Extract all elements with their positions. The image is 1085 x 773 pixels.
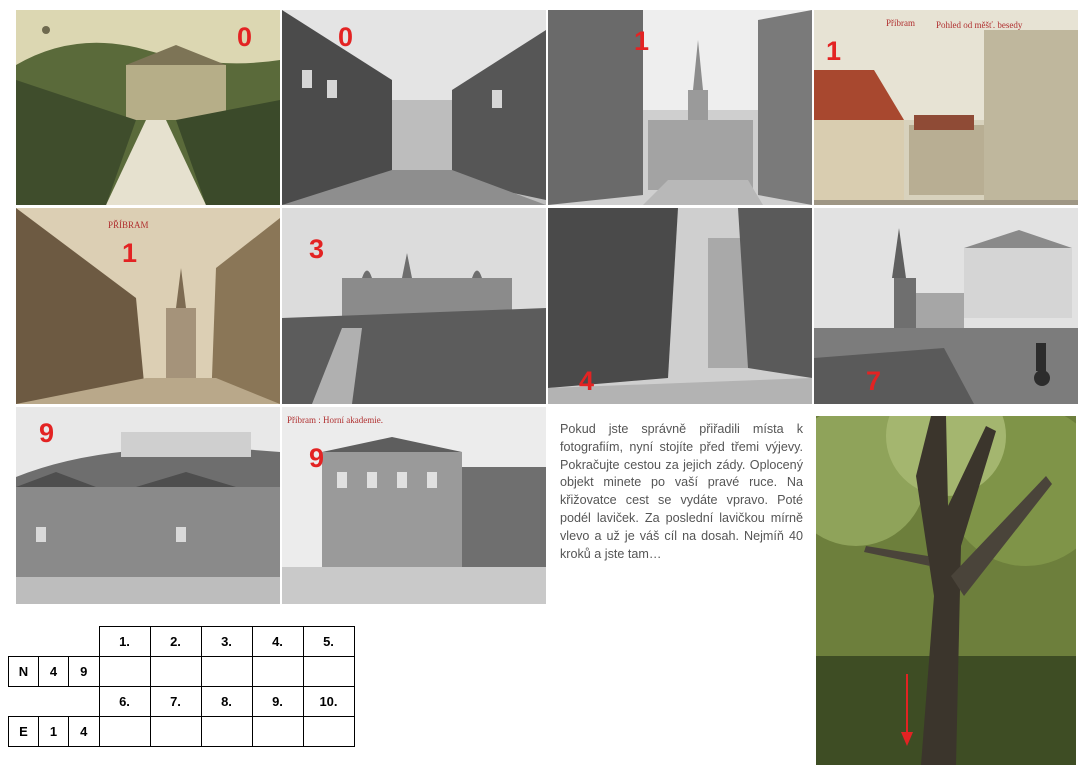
photo-number: 1 (826, 36, 842, 66)
east-answer-7[interactable] (150, 717, 201, 747)
photo-avenue-trees (548, 208, 812, 404)
arrow-down-icon (900, 674, 914, 746)
photo-number: 4 (579, 366, 595, 396)
photo-target-tree (816, 416, 1076, 765)
column-header-1: 1. (99, 627, 150, 657)
east-digit: 4 (69, 717, 100, 747)
photo-square-color (814, 10, 1078, 205)
east-answer-8[interactable] (201, 717, 252, 747)
north-answer-4[interactable] (252, 657, 303, 687)
photo-image (548, 10, 812, 205)
east-answer-6[interactable] (99, 717, 150, 747)
east-answer-9[interactable] (252, 717, 303, 747)
photo-castle-hill-path (16, 10, 280, 205)
instructions-text: Pokud jste správně přiřadili místa k fotografiím, nyní stojíte před třemi výjevy. Pokračujte cestou za jejich zády. Oplocený objekt minete po vaší pravé ruce. Na křižovatce cest se vydáte vpravo. Poté podél laviček. Za poslední lavičkou mírně vlevo a už je váš cíl na dosah. Nejmíň 40 kroků a jste tam… (560, 422, 803, 561)
photo-number: 9 (39, 418, 55, 448)
photo-caption: PŘÍBRAM (108, 220, 149, 230)
column-header-2: 2. (150, 627, 201, 657)
photo-caption: Příbram : Horní akademie. (287, 415, 383, 425)
photo-image (282, 407, 546, 604)
north-digit: 9 (69, 657, 100, 687)
photo-number: 9 (309, 443, 325, 473)
photo-square-cyclist (814, 208, 1078, 404)
photo-image (814, 10, 1078, 205)
column-header-9: 9. (252, 687, 303, 717)
photo-street-church (548, 10, 812, 205)
column-header-6: 6. (99, 687, 150, 717)
column-header-4: 4. (252, 627, 303, 657)
north-answer-2[interactable] (150, 657, 201, 687)
east-answer-10[interactable] (303, 717, 354, 747)
photo-caption-2: Pohled od měšť. besedy (936, 20, 1023, 30)
photo-mining-academy (282, 407, 546, 604)
photo-number: 1 (122, 238, 138, 268)
photo-image (16, 208, 280, 404)
east-digit: 1 (39, 717, 69, 747)
north-answer-1[interactable] (99, 657, 150, 687)
east-label: E (9, 717, 39, 747)
column-header-5: 5. (303, 627, 354, 657)
photo-number: 7 (866, 366, 882, 396)
column-header-7: 7. (150, 687, 201, 717)
photo-town-castle (16, 407, 280, 604)
photo-street-bw (282, 10, 546, 205)
photo-image (16, 407, 280, 604)
photo-pribram-street-sepia (16, 208, 280, 404)
photo-image (816, 416, 1076, 765)
photo-number: 3 (309, 234, 325, 264)
column-header-10: 10. (303, 687, 354, 717)
column-header-3: 3. (201, 627, 252, 657)
photo-number: 1 (634, 26, 650, 56)
photo-caption: Příbram (886, 18, 915, 28)
photo-image (282, 10, 546, 205)
photo-hill-bw (282, 208, 546, 404)
photo-number: 0 (237, 22, 253, 52)
north-label: N (9, 657, 39, 687)
north-answer-5[interactable] (303, 657, 354, 687)
column-header-8: 8. (201, 687, 252, 717)
photo-image (814, 208, 1078, 404)
north-answer-3[interactable] (201, 657, 252, 687)
coordinate-table (8, 626, 355, 747)
photo-number: 0 (338, 22, 354, 52)
north-digit: 4 (39, 657, 69, 687)
